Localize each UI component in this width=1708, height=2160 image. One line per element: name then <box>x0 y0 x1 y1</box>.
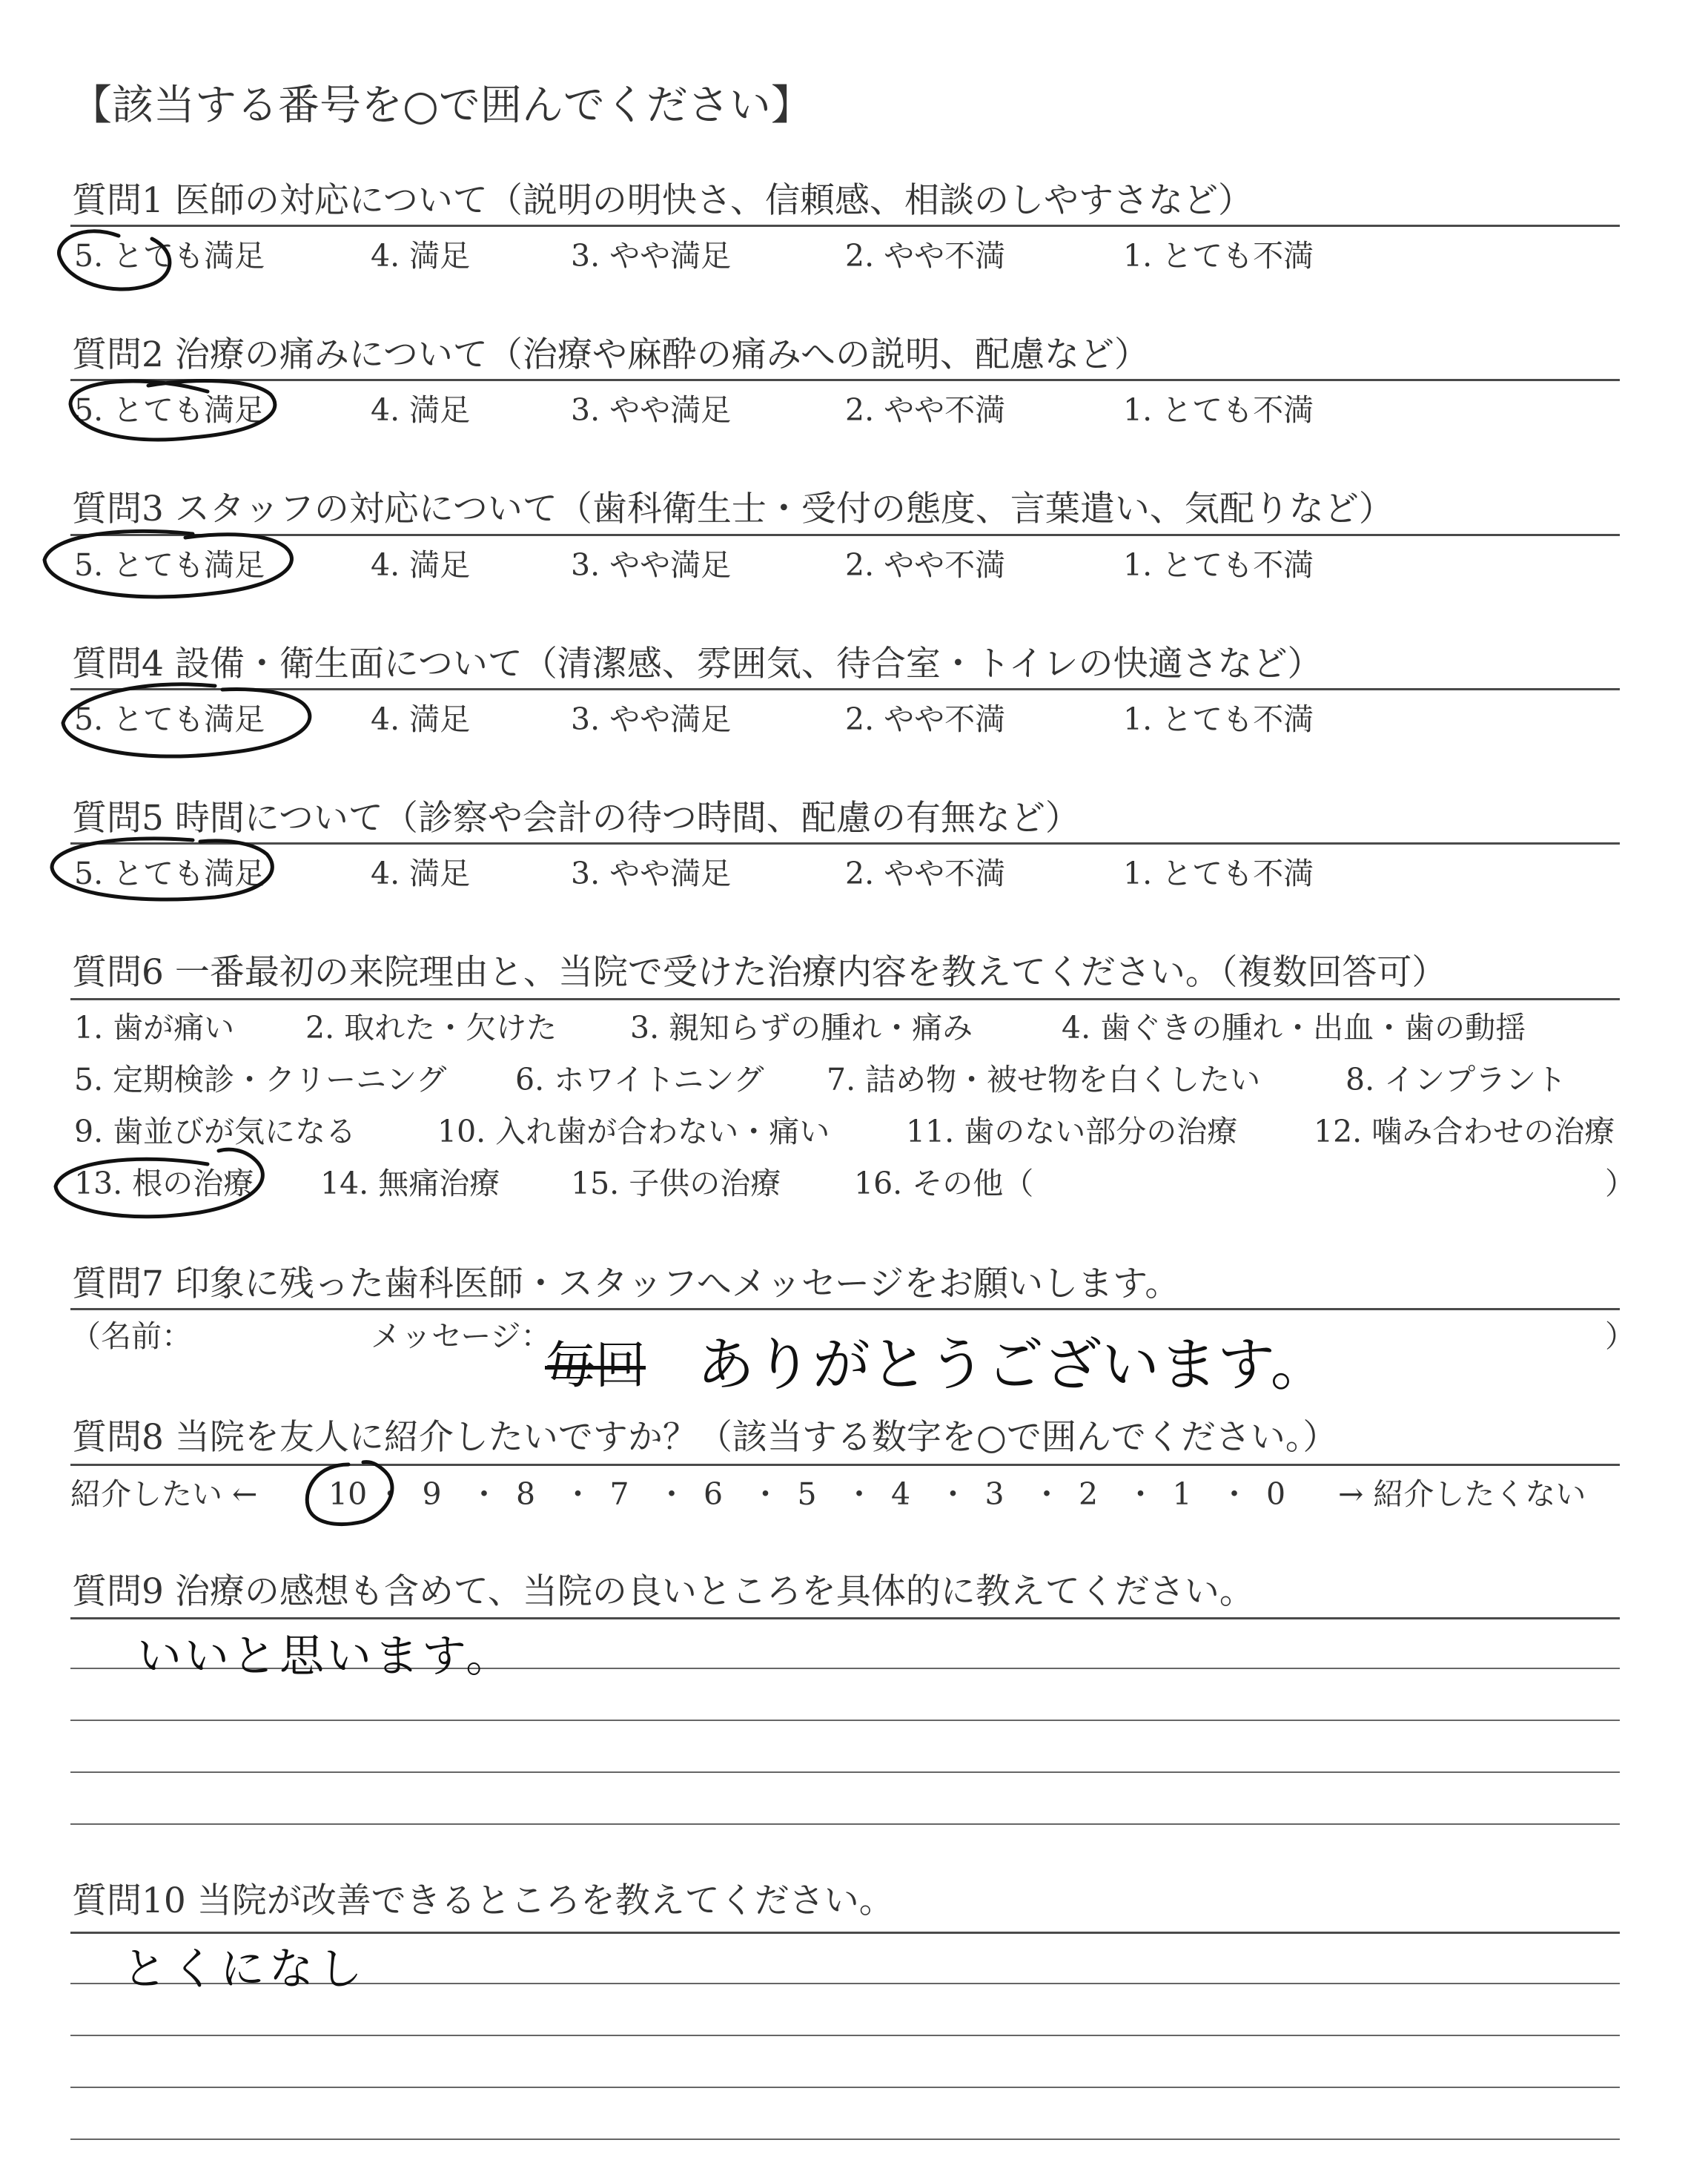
scale-value-6[interactable]: 6 <box>704 1476 724 1512</box>
scale-value-0[interactable]: 0 <box>1266 1476 1286 1512</box>
q6-option-15[interactable]: 15. 子供の治療 <box>571 1166 781 1201</box>
q2-option-5[interactable]: 5. とても満足 <box>74 392 265 428</box>
q4-option-5[interactable]: 5. とても満足 <box>74 701 265 737</box>
scale-value-2[interactable]: 2 <box>1079 1476 1099 1512</box>
q1-option-1[interactable]: 1. とても不満 <box>1123 238 1314 274</box>
q6-option-16[interactable]: 16. その他（ <box>854 1166 1034 1201</box>
scale-value-9[interactable]: 9 <box>422 1476 442 1512</box>
q6-option-8[interactable]: 8. インプラント <box>1345 1062 1567 1097</box>
scale-value-5[interactable]: 5 <box>797 1476 817 1512</box>
question-9-label: 質問9 治療の感想も含めて、当院の良いところを具体的に教えてください。 <box>72 1571 1254 1612</box>
scale-separator: ・ <box>375 1476 406 1512</box>
question-1-label: 質問1 医師の対応について（説明の明快さ、信頼感、相談のしやすさなど） <box>72 180 1254 221</box>
page-title: 【該当する番号を○で囲んでください】 <box>70 82 812 130</box>
q6-option-14[interactable]: 14. 無痛治療 <box>320 1166 500 1201</box>
q5-option-4[interactable]: 4. 満足 <box>371 856 471 891</box>
q6-option-4[interactable]: 4. 歯ぐきの腫れ・出血・歯の動揺 <box>1062 1010 1526 1046</box>
q6-selection-circle <box>56 1149 262 1217</box>
q6-option-12[interactable]: 12. 噛み合わせの治療 <box>1314 1114 1615 1149</box>
q6-option-6[interactable]: 6. ホワイトニング <box>515 1062 764 1097</box>
q5-option-2[interactable]: 2. やや不満 <box>845 856 1006 891</box>
q6-option-7[interactable]: 7. 詰め物・被せ物を白くしたい <box>827 1062 1261 1097</box>
q5-selection-circle <box>52 839 272 899</box>
q7-handwritten-message: ありがとうございます。 <box>697 1332 1328 1398</box>
q6-option-1[interactable]: 1. 歯が痛い <box>74 1010 235 1046</box>
q6-option-11[interactable]: 11. 歯のない部分の治療 <box>906 1114 1238 1149</box>
scale-separator: ・ <box>1219 1476 1250 1512</box>
question-4-label: 質問4 設備・衛生面について（清潔感、雰囲気、待合室・トイレの快適さなど） <box>72 644 1323 684</box>
q6-option-9[interactable]: 9. 歯並びが気になる <box>74 1114 357 1149</box>
scale-separator: ・ <box>938 1476 968 1512</box>
scale-separator: ・ <box>563 1476 593 1512</box>
scale-separator: ・ <box>469 1476 500 1512</box>
q3-option-1[interactable]: 1. とても不満 <box>1123 547 1314 583</box>
struck-text: 毎回 <box>545 1337 646 1396</box>
q3-selection-circle <box>44 531 291 597</box>
q6-option-3[interactable]: 3. 親知らずの腫れ・痛み <box>630 1010 973 1046</box>
q6-option-2[interactable]: 2. 取れた・欠けた <box>305 1010 557 1046</box>
scale-separator: ・ <box>656 1476 687 1512</box>
q5-option-3[interactable]: 3. やや満足 <box>571 856 732 891</box>
q2-selection-circle <box>70 381 275 440</box>
q4-option-1[interactable]: 1. とても不満 <box>1123 701 1314 737</box>
q8-left-label: 紹介したい ← <box>70 1476 258 1512</box>
q1-option-4[interactable]: 4. 満足 <box>371 238 471 274</box>
question-5-label: 質問5 時間について（診察や会計の待つ時間、配慮の有無など） <box>72 798 1080 839</box>
q2-option-4[interactable]: 4. 満足 <box>371 392 471 428</box>
q2-option-2[interactable]: 2. やや不満 <box>845 392 1006 428</box>
q7-name-label: （名前： <box>70 1318 192 1354</box>
scale-separator: ・ <box>1125 1476 1156 1512</box>
q5-option-5[interactable]: 5. とても満足 <box>74 856 265 891</box>
q1-option-5[interactable]: 5. とても満足 <box>74 238 265 274</box>
scale-separator: ・ <box>750 1476 781 1512</box>
q4-option-4[interactable]: 4. 満足 <box>371 701 471 737</box>
scale-separator: ・ <box>844 1476 875 1512</box>
q4-option-3[interactable]: 3. やや満足 <box>571 701 732 737</box>
q4-option-2[interactable]: 2. やや不満 <box>845 701 1006 737</box>
scale-value-3[interactable]: 3 <box>984 1476 1004 1512</box>
q3-option-3[interactable]: 3. やや満足 <box>571 547 732 583</box>
q6-other-close: ） <box>1605 1166 1635 1201</box>
q8-right-label: → 紹介したくない <box>1338 1476 1586 1512</box>
question-2-label: 質問2 治療の痛みについて（治療や麻酔の痛みへの説明、配慮など） <box>72 334 1149 375</box>
q1-selection-circle <box>59 231 170 289</box>
q9-handwritten-answer: いいと思います。 <box>137 1631 514 1682</box>
q7-message-label: メッセージ： <box>371 1318 552 1354</box>
q1-option-3[interactable]: 3. やや満足 <box>571 238 732 274</box>
q1-option-2[interactable]: 2. やや不満 <box>845 238 1006 274</box>
scale-value-4[interactable]: 4 <box>891 1476 911 1512</box>
q2-option-3[interactable]: 3. やや満足 <box>571 392 732 428</box>
question-8-label: 質問8 当院を友人に紹介したいですか？（該当する数字を○で囲んでください。） <box>72 1417 1338 1458</box>
question-7-label: 質問7 印象に残った歯科医師・スタッフへメッセージをお願いします。 <box>72 1264 1180 1304</box>
q2-option-1[interactable]: 1. とても不満 <box>1123 392 1314 428</box>
q6-option-13[interactable]: 13. 根の治療 <box>74 1166 254 1201</box>
q3-option-2[interactable]: 2. やや不満 <box>845 547 1006 583</box>
question-6-label: 質問6 一番最初の来院理由と、当院で受けた治療内容を教えてください。（複数回答可） <box>72 952 1447 993</box>
q8-selection-circle <box>307 1462 392 1525</box>
question-3-label: 質問3 スタッフの対応について（歯科衛生士・受付の態度、言葉遣い、気配りなど） <box>72 489 1394 529</box>
q5-option-1[interactable]: 1. とても不満 <box>1123 856 1314 891</box>
question-10-label: 質問10 当院が改善できるところを教えてください。 <box>72 1880 894 1921</box>
q3-option-5[interactable]: 5. とても満足 <box>74 547 265 583</box>
q6-option-5[interactable]: 5. 定期検診・クリーニング <box>74 1062 447 1097</box>
q10-handwritten-answer: とくになし <box>122 1943 367 1995</box>
scale-separator: ・ <box>1031 1476 1062 1512</box>
scale-value-1[interactable]: 1 <box>1172 1476 1192 1512</box>
q4-selection-circle <box>63 684 310 756</box>
scale-value-10[interactable]: 10 <box>328 1476 368 1512</box>
q7-close: ） <box>1605 1318 1635 1354</box>
scale-value-8[interactable]: 8 <box>516 1476 536 1512</box>
q6-option-10[interactable]: 10. 入れ歯が合わない・痛い <box>437 1114 830 1149</box>
q3-option-4[interactable]: 4. 満足 <box>371 547 471 583</box>
scale-value-7[interactable]: 7 <box>609 1476 629 1512</box>
